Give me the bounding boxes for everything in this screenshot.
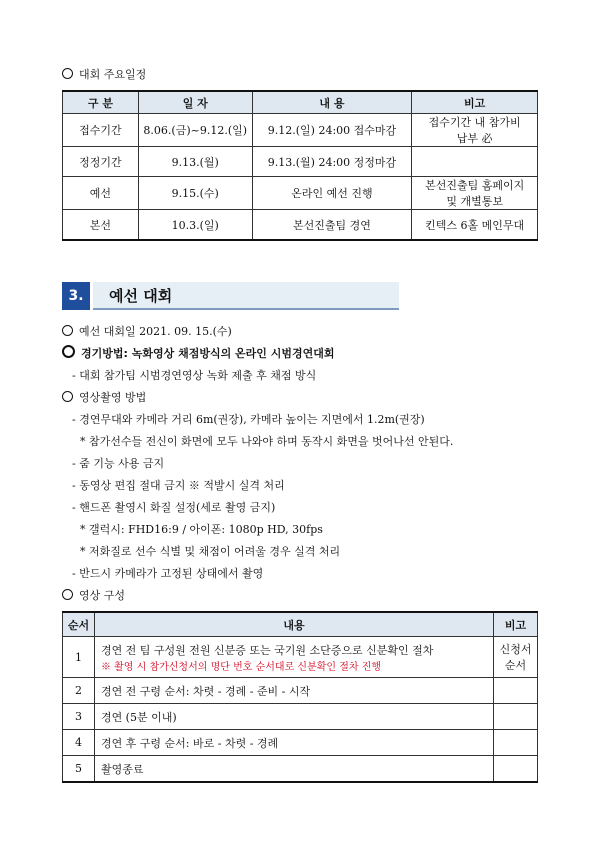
cell-order: 4 [63,730,95,756]
shooting-note: * 저화질로 선수 식별 및 채점이 어려울 경우 실격 처리 [80,545,341,558]
table-header-row [63,612,538,637]
shooting-rule: - 동영상 편집 절대 금지 ※ 적발시 실격 처리 [72,479,285,492]
header-division: 구 분 [63,91,139,114]
shooting-rule: - 경연무대와 카메라 거리 6m(권장), 카메라 높이는 지면에서 1.2m(권장) [72,413,425,426]
cell-content: 경연 전 팀 구성원 전원 신분증 또는 국기원 소단증으로 신분확인 절차 ※ 촬영 시 참가신청서의 명단 번호 순서대로 신분확인 절차 진행 [94,637,493,678]
cell-division: 본선 [63,210,139,241]
table-row [63,678,538,704]
table-row [63,114,538,147]
composition-heading: 영상 구성 [62,587,125,603]
schedule-table [62,90,538,241]
cell-note [494,678,538,704]
cell-content: 경연 (5분 이내) [94,704,493,730]
warning-text: ※ 촬영 시 참가신청서의 명단 번호 순서대로 신분확인 절차 진행 [100,661,382,673]
cell-order: 2 [63,678,95,704]
circle-bullet-icon [62,589,73,600]
preliminary-date: 예선 대회일 2021. 09. 15.(수) [62,323,232,339]
cell-content: 경연 전 구령 순서: 차렷 - 경례 - 준비 - 시작 [94,678,493,704]
table-row [63,756,538,783]
table-row [63,147,538,177]
shooting-rule: - 핸드폰 촬영시 화질 설정(세로 촬영 금지) [72,501,276,514]
header-note: 비고 [494,612,538,637]
cell-date: 8.06.(금)~9.12.(일) [138,114,252,147]
cell-note: 본선진출팀 홈페이지 및 개별통보 [412,177,538,210]
cell-order: 1 [63,637,95,678]
cell-note [412,147,538,177]
shooting-note: * 참가선수들 전신이 화면에 모두 나와야 하며 동작시 화면을 벗어나선 안된다. [80,435,454,448]
cell-content: 촬영종료 [94,756,493,783]
cell-date: 9.13.(월) [138,147,252,177]
cell-note [494,704,538,730]
cell-division: 접수기간 [63,114,139,147]
cell-content: 본선진출팀 경연 [252,210,412,241]
header-content: 내 용 [252,91,412,114]
composition-table [62,611,538,783]
circle-bullet-icon [62,345,75,358]
table-row [63,704,538,730]
section-number: 3. [62,282,90,310]
schedule-heading: 대회 주요일정 [62,66,146,82]
table-header-row [63,91,538,114]
cell-content: 경연 후 구령 순서: 바로 - 차렷 - 경례 [94,730,493,756]
cell-note [494,730,538,756]
method-detail: - 대회 참가팀 시범경연영상 녹화 제출 후 채점 방식 [72,369,317,382]
shooting-heading: 영상촬영 방법 [62,389,146,405]
table-row [63,637,538,678]
cell-content: 온라인 예선 진행 [252,177,412,210]
header-note: 비고 [412,91,538,114]
cell-order: 5 [63,756,95,783]
cell-note: 킨텍스 6홀 메인무대 [412,210,538,241]
cell-note [494,756,538,783]
header-date: 일 자 [138,91,252,114]
competition-method: 경기방법: 녹화영상 채점방식의 온라인 시범경연대회 [62,345,335,361]
cell-division: 예선 [63,177,139,210]
table-row [63,177,538,210]
section-title: 예선 대회 [93,282,399,310]
table-row [63,210,538,241]
circle-bullet-icon [62,68,73,79]
header-content: 내용 [94,612,493,637]
circle-bullet-icon [62,325,73,336]
cell-division: 정정기간 [63,147,139,177]
cell-note: 신청서 순서 [494,637,538,678]
table-row [63,730,538,756]
cell-order: 3 [63,704,95,730]
shooting-rule: - 반드시 카메라가 고정된 상태에서 촬영 [72,567,264,580]
cell-date: 10.3.(일) [138,210,252,241]
shooting-rule: - 줌 기능 사용 금지 [72,457,165,470]
header-order: 순서 [63,612,95,637]
shooting-note: * 갤럭시: FHD16:9 / 아이폰: 1080p HD, 30fps [80,523,323,536]
cell-content: 9.12.(일) 24:00 접수마감 [252,114,412,147]
cell-content: 9.13.(월) 24:00 정정마감 [252,147,412,177]
circle-bullet-icon [62,391,73,402]
cell-note: 접수기간 내 참가비 납부 必 [412,114,538,147]
cell-date: 9.15.(수) [138,177,252,210]
